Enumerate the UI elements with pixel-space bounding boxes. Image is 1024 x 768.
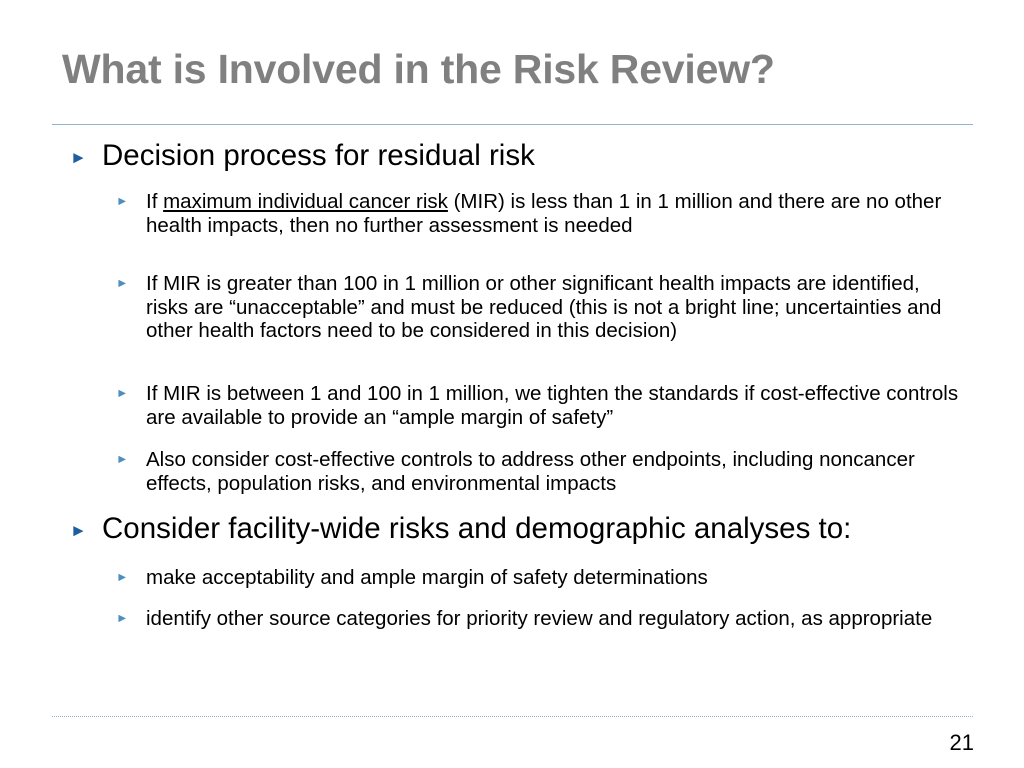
bullet-text: Decision process for residual risk bbox=[102, 139, 535, 172]
sub-bullet-arrow-icon: ► bbox=[116, 452, 129, 466]
bullet-arrow-icon: ► bbox=[70, 148, 87, 167]
page-number: 21 bbox=[949, 730, 974, 755]
sub-bullet-text: If MIR is greater than 100 in 1 million or other significant health impacts are identified, risks are “unacceptable” and must be reduced (this is not a bright line; uncertainties and other health factors need to be considered in this decision) bbox=[146, 272, 942, 342]
bullet-arrow-icon: ► bbox=[70, 521, 87, 540]
bullet-text: Consider facility-wide risks and demographic analyses to: bbox=[102, 512, 852, 545]
sub-bullet-arrow-icon: ► bbox=[116, 276, 129, 290]
footer-divider bbox=[52, 716, 973, 717]
sub-bullet-arrow-icon: ► bbox=[116, 611, 129, 625]
sub-bullet-acceptability bbox=[116, 566, 966, 590]
sub-bullet-text-post: (MIR) is less than 1 in 1 million and there are no other health impacts, then no further assessment is needed bbox=[146, 190, 942, 237]
mir-term-underlined: maximum individual cancer risk bbox=[163, 190, 448, 213]
sub-bullet-arrow-icon: ► bbox=[116, 194, 129, 208]
slide-title: What is Involved in the Risk Review? bbox=[62, 46, 775, 92]
sub-bullet-text: make acceptability and ample margin of safety determinations bbox=[146, 566, 708, 589]
sub-bullet-arrow-icon: ► bbox=[116, 570, 129, 584]
sub-bullet-mir-greater-than-100 bbox=[116, 272, 966, 343]
sub-bullet-source-categories bbox=[116, 607, 966, 631]
sub-bullet-mir-between bbox=[116, 382, 966, 429]
sub-bullet-text bbox=[146, 190, 966, 237]
sub-bullet-text: If MIR is between 1 and 100 in 1 million, we tighten the standards if cost-effective controls are available to provide an “ample margin of safety” bbox=[146, 382, 959, 429]
sub-bullet-text: Also consider cost-effective controls to address other endpoints, including noncancer effects, population risks, and environmental impacts bbox=[146, 448, 915, 495]
sub-bullet-arrow-icon: ► bbox=[116, 386, 129, 400]
sub-bullet-mir-less-than-1 bbox=[116, 190, 966, 237]
sub-bullet-text-pre: If bbox=[146, 190, 164, 213]
sub-bullet-text: identify other source categories for priority review and regulatory action, as appropriate bbox=[146, 607, 933, 630]
title-divider bbox=[52, 124, 973, 125]
sub-bullet-other-endpoints bbox=[116, 448, 966, 495]
